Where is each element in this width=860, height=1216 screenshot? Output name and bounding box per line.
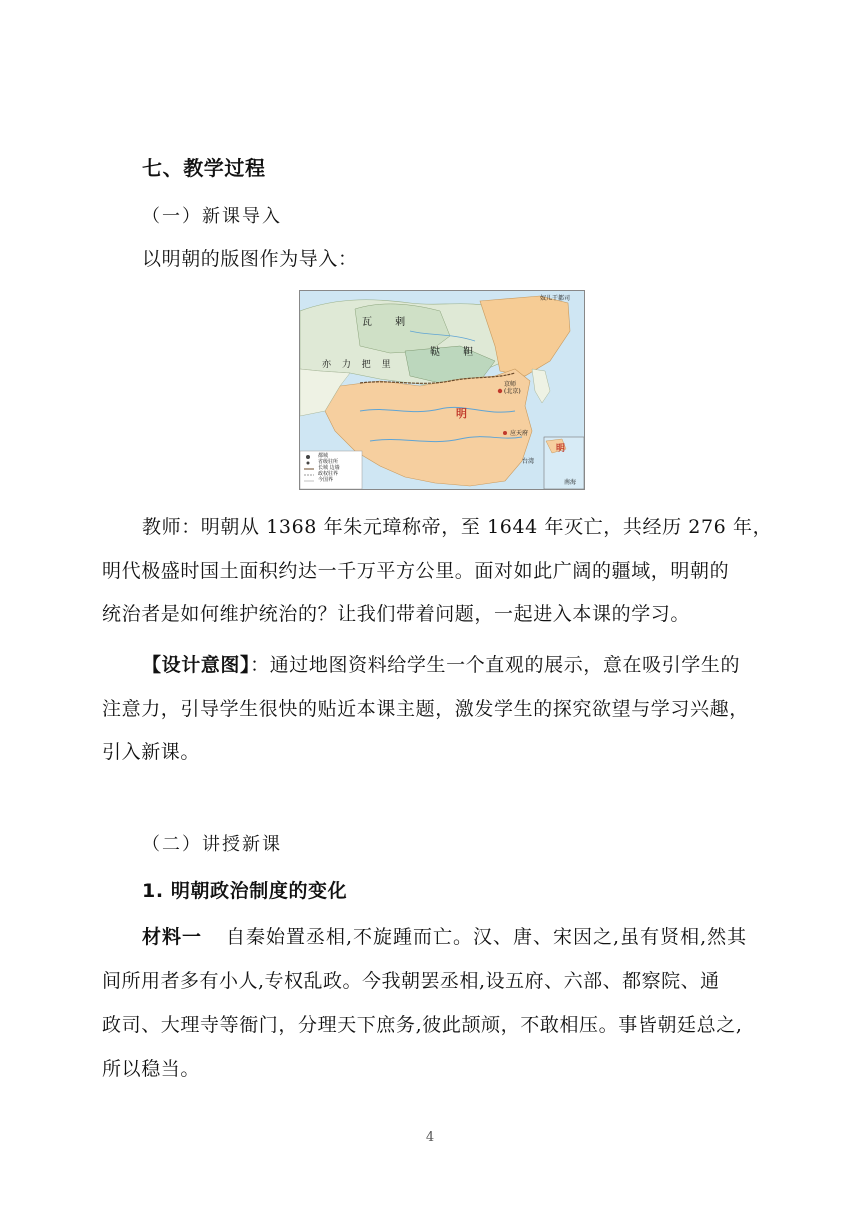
design-intent-line-3: 引入新课。	[102, 741, 201, 763]
section-title: 七、教学过程	[142, 156, 266, 180]
material-line-1	[142, 922, 747, 949]
legend-province: 省级驻所	[318, 459, 339, 465]
intro-line: 以明朝的版图作为导入：	[142, 248, 358, 270]
topic-heading: 1. 明朝政治制度的变化	[142, 880, 348, 902]
map-label-ming: 明	[456, 407, 467, 420]
map-label-beijing-sub: (北京)	[504, 388, 521, 395]
legend-border: 政权驻界	[318, 471, 339, 477]
material-line-2: 间所用者多有小人,专权乱政。今我朝罢丞相,设五府、六部、都察院、通	[102, 970, 720, 992]
legend-capital: 都城	[318, 453, 329, 459]
map-label-tatar: 鞑 靼	[430, 347, 484, 358]
map-label-inset-ming: 明	[556, 444, 566, 454]
ming-map-figure	[299, 290, 585, 490]
map-legend	[318, 453, 340, 483]
legend-wall: 长城 边墙	[318, 465, 340, 471]
subsection-heading-2: （二）讲授新课	[142, 834, 282, 855]
material-text-1: 自秦始置丞相,不旋踵而亡。汉、唐、宋因之,虽有贤相,然其	[226, 926, 748, 948]
page-number: 4	[425, 1130, 435, 1145]
map-label-beijing: 京师	[504, 381, 517, 388]
map-label-sea: 南海	[564, 479, 577, 486]
teacher-para-line-3: 统治者是如何维护统治的？让我们带着问题，一起进入本课的学习。	[102, 603, 691, 625]
map-label-nuer: 奴儿干都司	[540, 295, 571, 302]
material-label: 材料一	[142, 926, 203, 948]
design-intent-label: 【设计意图】	[142, 654, 251, 676]
design-intent-line-2: 注意力，引导学生很快的贴近本课主题，激发学生的探究欲望与学习兴趣，	[102, 698, 749, 720]
teacher-para-line-2: 明代极盛时国土面积约达一千万平方公里。面对如此广阔的疆域，明朝的	[102, 560, 730, 582]
design-intent-line-1	[142, 650, 740, 677]
material-line-3: 政司、大理寺等衙门，分理天下庶务,彼此颉颃，不敢相压。事皆朝廷总之,	[102, 1014, 743, 1036]
subsection-heading: （一）新课导入	[142, 206, 282, 227]
map-label-taiwan: 台湾	[522, 458, 535, 465]
legend-modern-border: 今国界	[318, 477, 334, 483]
design-intent-text-1: ：通过地图资料给学生一个直观的展示，意在吸引学生的	[250, 654, 741, 676]
map-label-wala: 瓦 剌	[362, 317, 416, 328]
map-label-nanjing: 应天府	[510, 430, 529, 437]
map-label-yilibali: 亦 力 把 里	[322, 360, 395, 370]
map-graphic	[300, 291, 584, 489]
teacher-para-line-1: 教师：明朝从 1368 年朱元璋称帝，至 1644 年灭亡，共经历 276 年，	[142, 516, 773, 538]
material-line-4: 所以稳当。	[102, 1058, 201, 1080]
